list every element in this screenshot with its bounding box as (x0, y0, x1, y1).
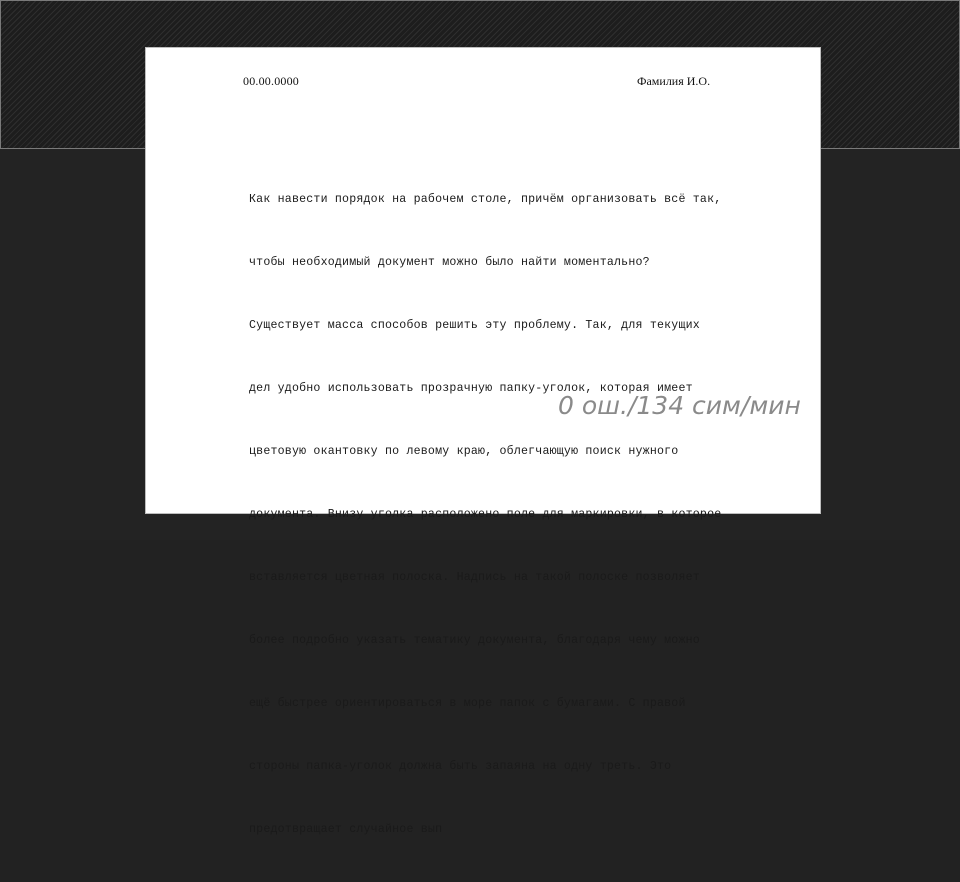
text-line: предотвращает случайное вып (249, 823, 443, 836)
text-line: Как навести порядок на рабочем столе, причём организовать всё так, (249, 193, 722, 206)
document-date: 00.00.0000 (243, 74, 299, 88)
text-line: стороны папка-уголок должна быть запаяна на одну треть. Это (249, 760, 672, 773)
text-line: более подробно указать тематику документа, благодаря чему можно (249, 634, 700, 647)
text-line: документа. Внизу уголка расположено поле для маркировки, в которое (249, 508, 722, 521)
text-line: вставляется цветная полоска. Надпись на такой полоске позволяет (249, 571, 700, 584)
text-line: дел удобно использовать прозрачную папку-уголок, которая имеет (249, 382, 693, 395)
text-line: цветовую окантовку по левому краю, облегчающую поиск нужного (249, 445, 679, 458)
text-line: Существует масса способов решить эту проблему. Так, для текущих (249, 319, 700, 332)
document-page (145, 47, 821, 836)
document-body (249, 147, 809, 882)
text-line: ещё быстрее ориентироваться в море папок с бумагами. С правой (249, 697, 686, 710)
text-line: чтобы необходимый документ можно было найти моментально? (249, 256, 650, 269)
typing-stats: 0 ош./134 сим/мин (558, 391, 801, 420)
document-author: Фамилия И.О. (637, 74, 711, 88)
